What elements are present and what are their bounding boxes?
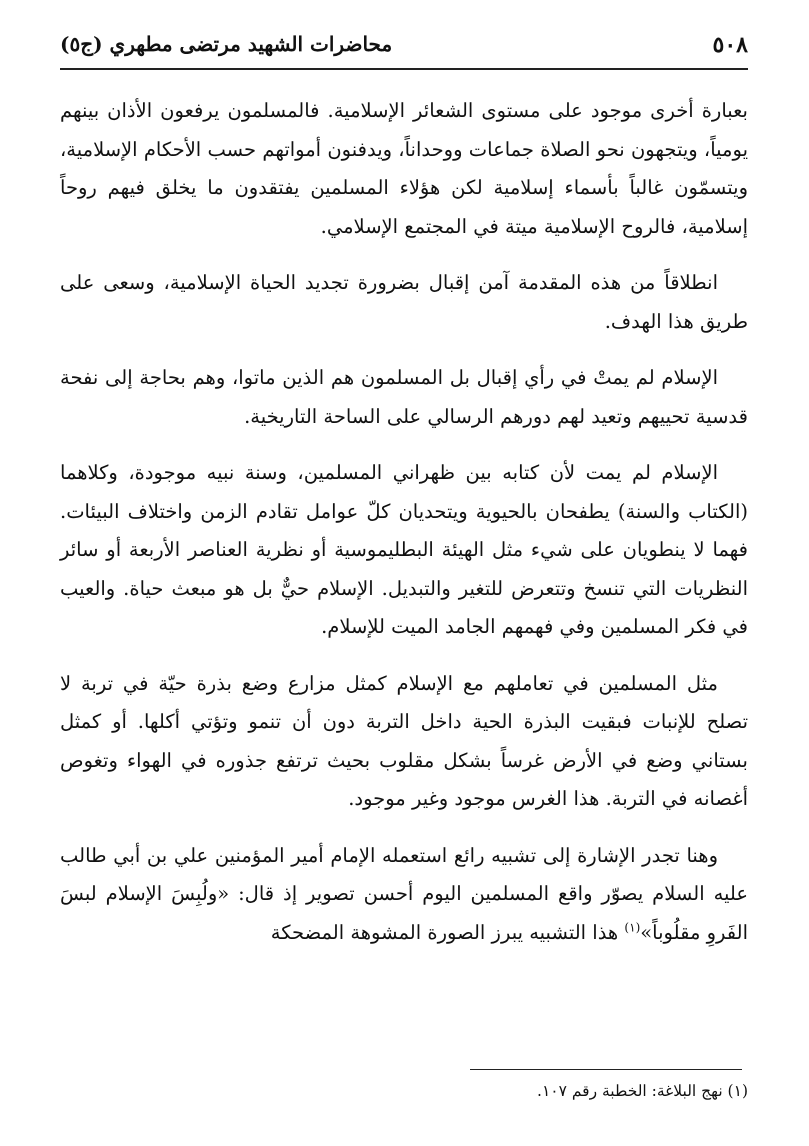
- header-rule: [60, 68, 748, 70]
- footnote-rule: [470, 1069, 742, 1070]
- paragraph-text: وهنا تجدر الإشارة إلى تشبيه رائع استعمله الإمام أمير المؤمنين علي بن أبي طالب عليه السلام يصوّر واقع المسلمين اليوم أحسن تصوير إذ قال: «ولُبِسَ الإسلام لبسَ الفَروِ مقلُوباً»: [60, 843, 748, 944]
- paragraph: الإسلام لم يمتْ في رأي إقبال بل المسلمون هم الذين ماتوا، وهم بحاجة إلى نفحة قدسية تحييهم وتعيد لهم دورهم الرسالي على الساحة التاريخية.: [60, 366, 748, 428]
- footnote-marker: (١): [624, 920, 641, 934]
- page-header: [60, 26, 748, 66]
- footnote: (١) نهج البلاغة: الخطبة رقم ١٠٧.: [537, 1082, 748, 1100]
- paragraph: انطلاقاً من هذه المقدمة آمن إقبال بضرورة تجديد الحياة الإسلامية، وسعى على طريق هذا الهدف.: [60, 271, 748, 333]
- paragraph: بعبارة أخرى موجود على مستوى الشعائر الإسلامية. فالمسلمون يرفعون الأذان بينهم يومياً، ويتجهون نحو الصلاة جماعات ووحداناً، ويدفنون أمواتهم حسب الأحكام الإسلامية، ويتسمّون غالباً بأسماء إسلامية لكن هؤلاء المسلمين يفتقدون ما يخلق فيهم روحاً إسلامية، فالروح الإسلامية ميتة في المجتمع الإسلامي.: [60, 99, 748, 238]
- running-title: محاضرات الشهيد مرتضى مطهري (ج٥): [60, 32, 393, 56]
- page-number: ٥٠٨: [712, 32, 748, 58]
- paragraph-last: [60, 837, 748, 953]
- paragraph: مثل المسلمين في تعاملهم مع الإسلام كمثل مزارع وضع بذرة حيّة في تربة لا تصلح للإنبات فبقيت البذرة الحية داخل التربة دون أن تنمو وتؤتي أكلها. أو كمثل بستاني وضع في الأرض غرساً بشكل مقلوب بحيث ترتفع جذوره في الهواء وتغوص أغصانه في التربة. هذا الغرس موجود وغير موجود.: [60, 671, 748, 810]
- body-text: [60, 92, 748, 970]
- paragraph: الإسلام لم يمت لأن كتابه بين ظهراني المسلمين، وسنة نبيه موجودة، وكلاهما (الكتاب والسنة) يطفحان بالحيوية ويتحديان كلّ عوامل تقادم الزمن واختلاف البيئات. فهما لا ينطويان على شيء مثل الهيئة البطليموسية أو نظرية العناصر الأربعة أو سائر النظريات التي تنسخ وتتعرض للتغير والتبديل. الإسلام حيٌّ بل هو مبعث حياة. والعيب في فكر المسلمين وفي فهمهم الجامد الميت للإسلام.: [60, 461, 748, 638]
- paragraph-tail: هذا التشبيه يبرز الصورة المشوهة المضحكة: [270, 920, 625, 944]
